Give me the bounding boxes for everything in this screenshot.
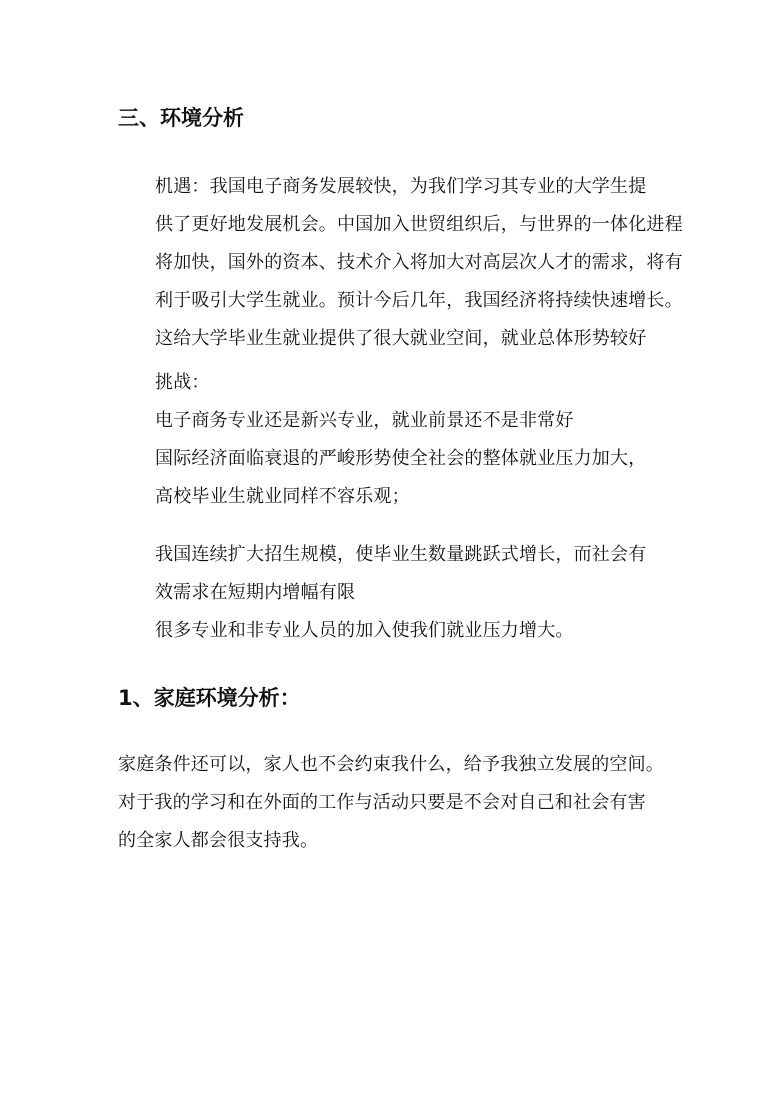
- paragraph-line: 利于吸引大学生就业。预计今后几年，我国经济将持续快速增长。: [155, 290, 683, 311]
- subsection-title: 1、家庭环境分析：: [118, 686, 301, 710]
- paragraph-line: 我国连续扩大招生规模，使毕业生数量跳跃式增长，而社会有: [155, 544, 647, 565]
- paragraph-line: 对于我的学习和在外面的工作与活动只要是不会对自己和社会有害: [118, 792, 646, 813]
- paragraph-line: 将加快，国外的资本、技术介入将加大对高层次人才的需求，将有: [155, 252, 683, 273]
- paragraph-line: 国际经济面临衰退的严峻形势使全社会的整体就业压力加大，: [155, 448, 647, 469]
- family-paragraph: [118, 746, 664, 860]
- challenge-item-3: [118, 536, 658, 612]
- paragraph-line: 高校毕业生就业同样不容乐观；: [155, 486, 410, 507]
- paragraph-line: 家庭条件还可以，家人也不会约束我什么，给予我独立发展的空间。: [118, 754, 664, 775]
- paragraph-line: 这给大学毕业生就业提供了很大就业空间，就业总体形势较好: [155, 328, 647, 349]
- opportunity-paragraph: [118, 168, 683, 358]
- paragraph-line: 机遇：我国电子商务发展较快，为我们学习其专业的大学生提: [155, 176, 647, 197]
- challenge-item-1: 电子商务专业还是新兴专业，就业前景还不是非常好: [155, 410, 574, 431]
- section-title: 三、环境分析: [118, 106, 244, 130]
- challenge-item-4: 很多专业和非专业人员的加入使我们就业压力增大。: [155, 620, 574, 641]
- challenge-label: 挑战：: [155, 372, 210, 393]
- challenge-item-2: [118, 440, 658, 516]
- paragraph-line: 效需求在短期内增幅有限: [155, 582, 356, 603]
- paragraph-line: 供了更好地发展机会。中国加入世贸组织后，与世界的一体化进程: [155, 214, 683, 235]
- paragraph-line: 的全家人都会很支持我。: [118, 830, 319, 851]
